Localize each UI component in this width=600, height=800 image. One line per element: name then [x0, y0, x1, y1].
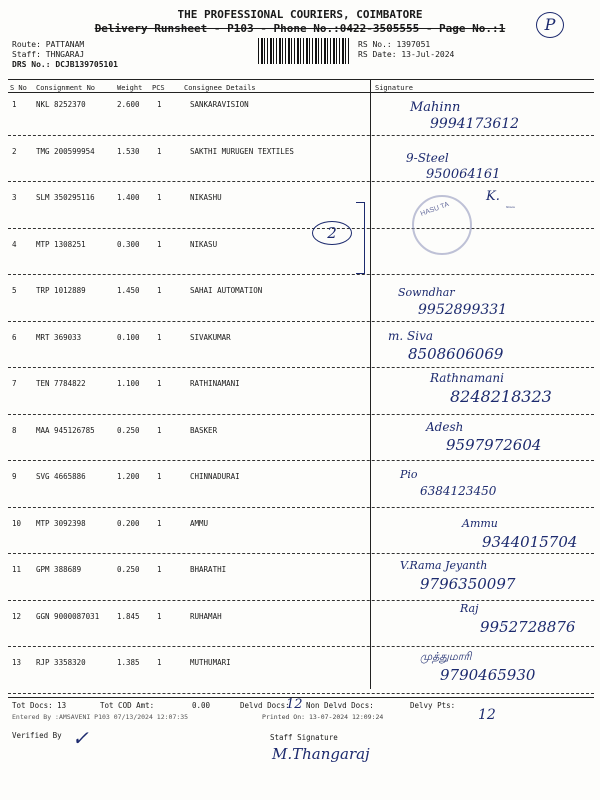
col-consignment: Consignment No: [36, 84, 96, 92]
staff: Staff: THNGARAJ: [12, 50, 85, 59]
company-title: THE PROFESSIONAL COURIERS, COIMBATORE: [177, 8, 423, 21]
row-signature-phone: 9994173612: [430, 116, 520, 132]
row-sno: 3: [12, 193, 17, 202]
row-signature-phone: 9952899331: [418, 302, 508, 318]
row-signature-phone: 6384123450: [420, 484, 497, 498]
row-consignee: SIVAKUMAR: [190, 332, 231, 342]
barcode: [258, 38, 350, 64]
row-signature: 9-Steel: [406, 150, 449, 165]
row-separator: [8, 274, 594, 275]
drs-no: DRS No.: DCJB139705101: [12, 60, 118, 69]
printed-on: Printed On: 13-07-2024 12:09:24: [262, 713, 384, 721]
row-consignment-no: MTP 3092398: [36, 518, 86, 528]
row-signature-phone: Sreeu: [506, 205, 515, 209]
route: Route: PATTANAM: [12, 40, 85, 49]
row-sno: 11: [12, 565, 22, 574]
row-consignee: SAKTHI MURUGEN TEXTILES: [190, 146, 294, 156]
row-signature-phone: 8508606069: [408, 344, 504, 363]
row-separator: [8, 646, 594, 647]
row-sno: 9: [12, 472, 17, 481]
col-weight: Weight: [117, 84, 143, 92]
delvd-value: 12: [286, 697, 303, 712]
row-weight: 0.250: [117, 565, 140, 574]
row-consignee: CHINNADURAI: [190, 472, 240, 481]
delvd-docs: Delvd Docs:: [240, 701, 290, 710]
row-consignment-no: TEN 7784822: [36, 379, 86, 388]
verified-check-mark: ✓: [72, 726, 89, 750]
row-consignee: BHARATHI: [190, 565, 227, 574]
row-signature: முத்துமாரி: [420, 650, 472, 663]
row-separator: [8, 228, 594, 229]
row-signature: Ammu: [462, 516, 498, 530]
row-consignee: RATHINAMANI: [190, 379, 240, 388]
row-separator: [8, 507, 594, 508]
row-signature: K.: [486, 189, 500, 204]
row-pcs: 1: [157, 472, 162, 481]
header-left: [12, 40, 118, 70]
row-consignee: NIKASU: [190, 239, 218, 249]
row-separator: [8, 181, 594, 182]
row-sno: 7: [12, 379, 17, 388]
row-pcs: 1: [157, 332, 162, 342]
row-consignment-no: MRT 369033: [36, 332, 82, 342]
row-sno: 6: [12, 332, 17, 342]
row-consignment-no: GGN 9000087031: [36, 611, 100, 621]
staff-signature-hand: M.Thangaraj: [272, 745, 370, 763]
signature-column-rule: [370, 79, 371, 689]
header-right: [358, 40, 454, 60]
row-signature-phone: 9597972604: [446, 435, 542, 454]
row-pcs: 1: [157, 565, 162, 574]
row-consignment-no: SLM 350295116: [36, 193, 95, 202]
row-consignment-no: SVG 4665886: [36, 472, 86, 481]
row-weight: 1.400: [117, 193, 140, 202]
row-pcs: 1: [157, 658, 162, 667]
row-sno: 5: [12, 286, 17, 295]
row-signature: m. Siva: [388, 328, 433, 343]
row-signature: Mahinn: [410, 100, 461, 115]
row-consignee: NIKASHU: [190, 193, 222, 202]
row-consignee: RUHAMAH: [190, 611, 222, 621]
col-sno: S No: [10, 84, 27, 92]
row-separator: [8, 321, 594, 322]
row-sno: 2: [12, 146, 17, 156]
row-pcs: 1: [157, 379, 162, 388]
row-signature: Adesh: [426, 419, 464, 434]
row-consignment-no: GPM 388689: [36, 565, 82, 574]
row-weight: 1.100: [117, 379, 140, 388]
row-signature: Rathnamani: [430, 371, 504, 385]
tot-cod: Tot COD Amt:: [100, 701, 155, 710]
row-weight: 1.450: [117, 286, 140, 295]
row-sno: 10: [12, 518, 22, 528]
delvy-pts: Delvy Pts:: [410, 701, 456, 710]
circled-page-mark: P: [536, 12, 564, 38]
entered-by: Entered By :AMSAVENI P103 07/13/2024 12:07:35: [12, 713, 189, 721]
row-consignment-no: MAA 945126785: [36, 425, 95, 435]
circled-two-mark: 2: [312, 221, 352, 245]
row-weight: 0.100: [117, 332, 140, 342]
row-signature: V.Rama Jeyanth: [400, 559, 488, 572]
row-pcs: 1: [157, 611, 162, 621]
stamp-text: HASU TA: [419, 201, 451, 218]
row-weight: 0.250: [117, 425, 140, 435]
row-pcs: 1: [157, 286, 162, 295]
row-consignee: BASKER: [190, 425, 218, 435]
row-consignee: MUTHUMARI: [190, 658, 231, 667]
row-consignment-no: TRP 1012889: [36, 286, 86, 295]
row-pcs: 1: [157, 518, 162, 528]
row-signature: Pio: [400, 468, 418, 481]
row-signature: Sowndhar: [398, 286, 455, 299]
row-separator: [8, 553, 594, 554]
row-signature-phone: 9796350097: [420, 575, 516, 593]
bracket-mark: [356, 202, 365, 274]
row-pcs: 1: [157, 146, 162, 156]
row-sno: 8: [12, 425, 17, 435]
runsheet-line: Delivery Runsheet - P103 - Phone No.:0422-3505555 - Page No.:1: [94, 22, 506, 35]
row-weight: 0.300: [117, 239, 140, 249]
row-consignee: SANKARAVISION: [190, 100, 249, 109]
row-weight: 1.530: [117, 146, 140, 156]
delvy-pts-value: 12: [478, 707, 496, 723]
cod-value: 0.00: [192, 701, 211, 710]
row-signature-phone: 9344015704: [482, 532, 578, 551]
row-weight: 1.385: [117, 658, 140, 667]
row-consignee: SAHAI AUTOMATION: [190, 286, 263, 295]
row-consignment-no: RJP 3358320: [36, 658, 86, 667]
row-pcs: 1: [157, 100, 162, 109]
row-signature-phone: 9952728876: [480, 617, 576, 636]
col-consignee: Consignee Details: [184, 84, 256, 92]
non-delvd-docs: Non Delvd Docs:: [306, 701, 374, 710]
row-sno: 12: [12, 611, 22, 621]
row-signature-phone: 8248218323: [450, 387, 552, 406]
row-weight: 1.845: [117, 611, 140, 621]
row-signature: Raj: [460, 601, 479, 615]
table-header-rule: [8, 92, 594, 93]
col-pcs: PCS: [152, 84, 165, 92]
row-separator: [8, 460, 594, 461]
rs-date: RS Date: 13-Jul-2024: [358, 50, 455, 59]
row-separator: [8, 414, 594, 415]
row-weight: 1.200: [117, 472, 140, 481]
verified-by: Verified By: [12, 731, 62, 740]
row-weight: 0.200: [117, 518, 140, 528]
row-pcs: 1: [157, 193, 162, 202]
row-separator: [8, 367, 594, 368]
staff-signature-label: Staff Signature: [270, 733, 338, 742]
row-sno: 1: [12, 100, 17, 109]
row-sno: 4: [12, 239, 17, 249]
row-consignment-no: NKL 8252370: [36, 100, 86, 109]
row-signature-phone: 9790465930: [440, 666, 536, 684]
row-pcs: 1: [157, 239, 162, 249]
row-separator: [8, 600, 594, 601]
tot-docs: Tot Docs: 13: [12, 701, 67, 710]
rs-no: RS No.: 1397051: [358, 40, 431, 49]
row-pcs: 1: [157, 425, 162, 435]
row-signature-phone: 950064161: [426, 166, 501, 182]
row-sno: 13: [12, 658, 22, 667]
row-separator: [8, 693, 594, 694]
row-separator: [8, 135, 594, 136]
row-consignment-no: MTP 1308251: [36, 239, 86, 249]
row-consignee: AMMU: [190, 518, 209, 528]
row-weight: 2.600: [117, 100, 140, 109]
table-top-rule: [8, 79, 594, 80]
row-consignment-no: TMG 200599954: [36, 146, 95, 156]
col-signature: Signature: [375, 84, 413, 92]
